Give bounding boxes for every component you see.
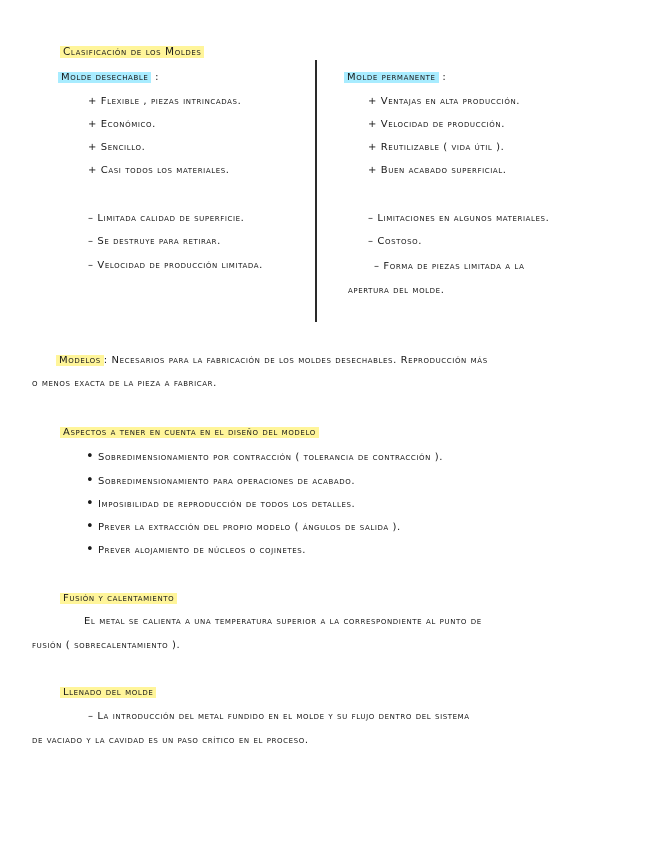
aspectos-item bbox=[86, 497, 355, 512]
left-column-heading bbox=[58, 71, 159, 85]
fusion-line-1: El metal se calienta a una temperatura superior a la correspondiente al punto de bbox=[84, 616, 482, 627]
right-pro-item: + Velocidad de producción. bbox=[368, 119, 506, 130]
aspectos-item-text: Sobredimensionamiento por contracción ( tolerancia de contracción ). bbox=[98, 452, 444, 463]
right-heading-text: Molde permanente bbox=[344, 72, 439, 83]
bullet-dot-icon: • bbox=[86, 473, 95, 488]
right-column-heading bbox=[344, 71, 446, 85]
left-heading-text: Molde desechable bbox=[58, 72, 151, 83]
llenado-heading-text: Llenado del molde bbox=[60, 687, 156, 698]
aspectos-item-text: Sobredimensionamiento para operaciones de acabado. bbox=[98, 476, 356, 487]
llenado-line-2: de vaciado y la cavidad es un paso crítico en el proceso. bbox=[32, 735, 309, 746]
fusion-heading bbox=[60, 592, 177, 606]
bullet-dot-icon: • bbox=[86, 449, 95, 464]
right-pro-item: + Ventajas en alta producción. bbox=[368, 96, 521, 107]
aspectos-heading bbox=[60, 426, 319, 440]
bullet-dot-icon: • bbox=[86, 496, 95, 511]
left-con-item: – Limitada calidad de superficie. bbox=[88, 213, 245, 224]
aspectos-item-text: Prever la extracción del propio modelo ( ángulos de salida ). bbox=[98, 522, 401, 533]
left-pro-item: + Flexible , piezas intrincadas. bbox=[88, 96, 242, 107]
bullet-dot-icon: • bbox=[86, 542, 95, 557]
llenado-heading bbox=[60, 686, 156, 700]
page-title-text: Clasificación de los Moldes bbox=[60, 46, 204, 58]
aspectos-heading-text: Aspectos a tener en cuenta en el diseño del modelo bbox=[60, 427, 319, 438]
right-con-item: – Costoso. bbox=[368, 236, 423, 247]
page-title bbox=[60, 45, 204, 59]
fusion-heading-text: Fusión y calentamiento bbox=[60, 593, 177, 604]
right-con-item: – Forma de piezas limitada a la bbox=[374, 261, 525, 272]
aspectos-item bbox=[86, 474, 355, 489]
aspectos-item bbox=[86, 543, 306, 558]
modelos-label: Modelos bbox=[56, 355, 104, 366]
aspectos-item-text: Prever alojamiento de núcleos o cojinetes. bbox=[98, 545, 307, 556]
aspectos-item bbox=[86, 450, 443, 465]
llenado-line-1: – La introducción del metal fundido en el molde y su flujo dentro del sistema bbox=[88, 711, 470, 722]
left-con-item: – Velocidad de producción limitada. bbox=[88, 260, 263, 271]
aspectos-item-text: Imposibilidad de reproducción de todos los detalles. bbox=[98, 499, 356, 510]
left-con-item: – Se destruye para retirar. bbox=[88, 236, 221, 247]
column-divider bbox=[315, 60, 317, 322]
modelos-line-1 bbox=[56, 354, 488, 368]
aspectos-item bbox=[86, 520, 401, 535]
left-heading-colon: : bbox=[155, 72, 160, 83]
right-pro-item: + Buen acabado superficial. bbox=[368, 165, 507, 176]
left-pro-item: + Económico. bbox=[88, 119, 156, 130]
modelos-text: : Necesarios para la fabricación de los moldes desechables. Reproducción más bbox=[103, 355, 488, 366]
right-con-continuation: apertura del molde. bbox=[348, 285, 445, 296]
modelos-line-2: o menos exacta de la pieza a fabricar. bbox=[32, 378, 217, 389]
fusion-line-2: fusión ( sobrecalentamiento ). bbox=[32, 640, 181, 651]
right-heading-colon: : bbox=[442, 72, 447, 83]
right-pro-item: + Reutilizable ( vida útil ). bbox=[368, 142, 505, 153]
left-pro-item: + Casi todos los materiales. bbox=[88, 165, 230, 176]
bullet-dot-icon: • bbox=[86, 519, 95, 534]
left-pro-item: + Sencillo. bbox=[88, 142, 146, 153]
right-con-item: – Limitaciones en algunos materiales. bbox=[368, 213, 550, 224]
